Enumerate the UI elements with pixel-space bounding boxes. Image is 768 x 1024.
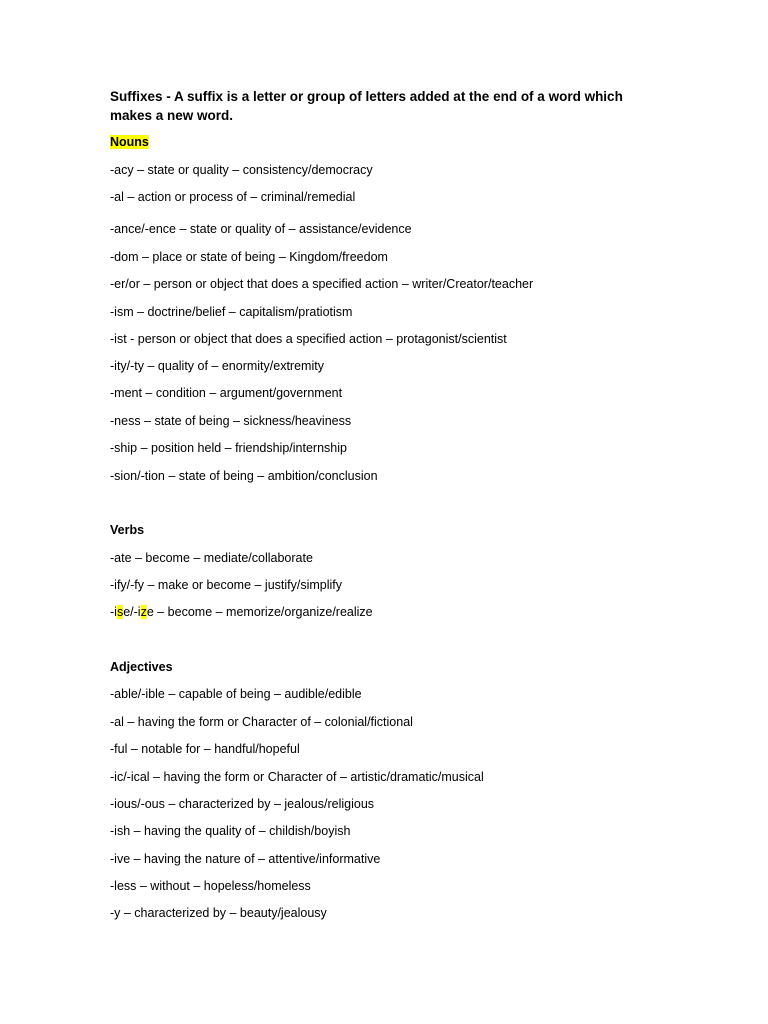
list-item: -ish – having the quality of – childish/boyish <box>110 824 351 838</box>
list-item: -y – characterized by – beauty/jealousy <box>110 906 327 920</box>
nouns-heading <box>110 134 149 150</box>
list-item: -ment – condition – argument/government <box>110 386 343 400</box>
adjectives-heading: Adjectives <box>110 660 173 674</box>
ise-part-3: e – become – memorize/organize/realize <box>146 605 373 619</box>
list-item: -dom – place or state of being – Kingdom/freedom <box>110 250 388 264</box>
list-item: -ify/-fy – make or become – justify/simplify <box>110 578 343 592</box>
list-item: -ness – state of being – sickness/heaviness <box>110 414 352 428</box>
list-item: -ate – become – mediate/collaborate <box>110 551 313 565</box>
nouns-heading-text: Nouns <box>110 135 149 149</box>
list-item: -ive – having the nature of – attentive/informative <box>110 852 381 866</box>
list-item: -less – without – hopeless/homeless <box>110 879 311 893</box>
list-item: -ious/-ous – characterized by – jealous/religious <box>110 797 375 811</box>
list-item: -ful – notable for – handful/hopeful <box>110 742 300 756</box>
ise-part-2: e/-i <box>123 605 141 619</box>
list-item: -ic/-ical – having the form or Character of – artistic/dramatic/musical <box>110 770 484 784</box>
list-item: -sion/-tion – state of being – ambition/conclusion <box>110 469 378 483</box>
list-item: -al – action or process of – criminal/remedial <box>110 190 356 204</box>
page-title: Suffixes - A suffix is a letter or group of letters added at the end of a word which makes a new word. <box>110 89 623 123</box>
list-item: -ist - person or object that does a specified action – protagonist/scientist <box>110 332 507 346</box>
list-item: -ism – doctrine/belief – capitalism/pratiotism <box>110 305 353 319</box>
ise-highlight-s: s <box>116 605 124 619</box>
list-item: -er/or – person or object that does a specified action – writer/Creator/teacher <box>110 277 534 291</box>
list-item: -ship – position held – friendship/internship <box>110 441 347 455</box>
ise-part-1: -i <box>110 605 117 619</box>
ise-highlight-z: z <box>140 605 147 619</box>
list-item: -al – having the form or Character of – colonial/fictional <box>110 715 413 729</box>
list-item: -ance/-ence – state or quality of – assistance/evidence <box>110 222 412 236</box>
list-item: -able/-ible – capable of being – audible/edible <box>110 687 362 701</box>
list-item: -acy – state or quality – consistency/democracy <box>110 163 373 177</box>
verbs-heading: Verbs <box>110 523 145 537</box>
list-item <box>110 604 373 620</box>
list-item: -ity/-ty – quality of – enormity/extremity <box>110 359 324 373</box>
